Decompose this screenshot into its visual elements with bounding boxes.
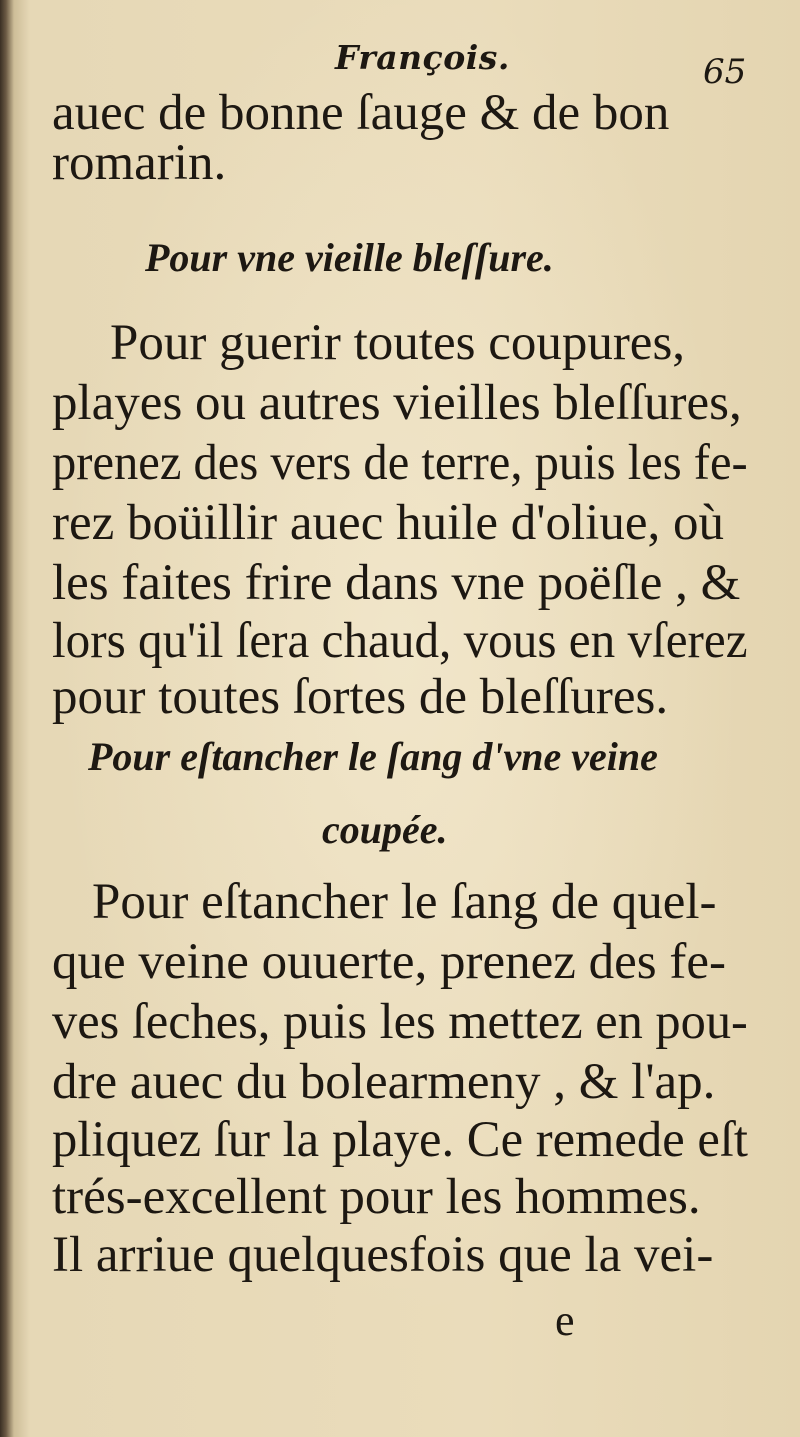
text-line: Pour guerir toutes coupures,	[110, 315, 686, 371]
text-line: Il arriue quelquesfois que la vei-	[52, 1227, 714, 1283]
catchword: e	[555, 1296, 575, 1345]
text-line: pour toutes ſortes de bleſſures.	[52, 669, 669, 725]
section-heading: Pour eſtancher le ſang d'vne veine	[88, 734, 658, 779]
text-line: trés-excellent pour les hommes.	[52, 1169, 701, 1225]
text-line: ves ſeches, puis les mettez en pou-	[52, 994, 748, 1050]
text-line: que veine ouuerte, prenez des fe-	[52, 934, 726, 990]
running-head: François.	[335, 38, 510, 77]
section-heading: Pour vne vieille bleſſure.	[145, 235, 554, 280]
text-line: les faites frire dans vne poëſle , &	[52, 555, 741, 611]
text-line: Pour eſtancher le ſang de quel-	[92, 874, 717, 930]
text-line: auec de bonne ſauge & de bon	[52, 85, 670, 141]
text-line: playes ou autres vieilles bleſſures,	[52, 375, 742, 431]
text-line: lors qu'il ſera chaud, vous en vſerez	[52, 613, 748, 669]
text-line: romarin.	[52, 135, 227, 191]
text-line: pliquez ſur la playe. Ce remede eſt	[52, 1112, 748, 1168]
text-line: rez boüillir auec huile d'oliue, où	[52, 495, 724, 551]
text-line: prenez des vers de terre, puis les fe-	[52, 435, 748, 491]
text-line: dre auec du bolearmeny , & l'ap.	[52, 1054, 716, 1110]
section-heading: coupée.	[322, 807, 448, 852]
page-number: 65	[703, 52, 747, 92]
